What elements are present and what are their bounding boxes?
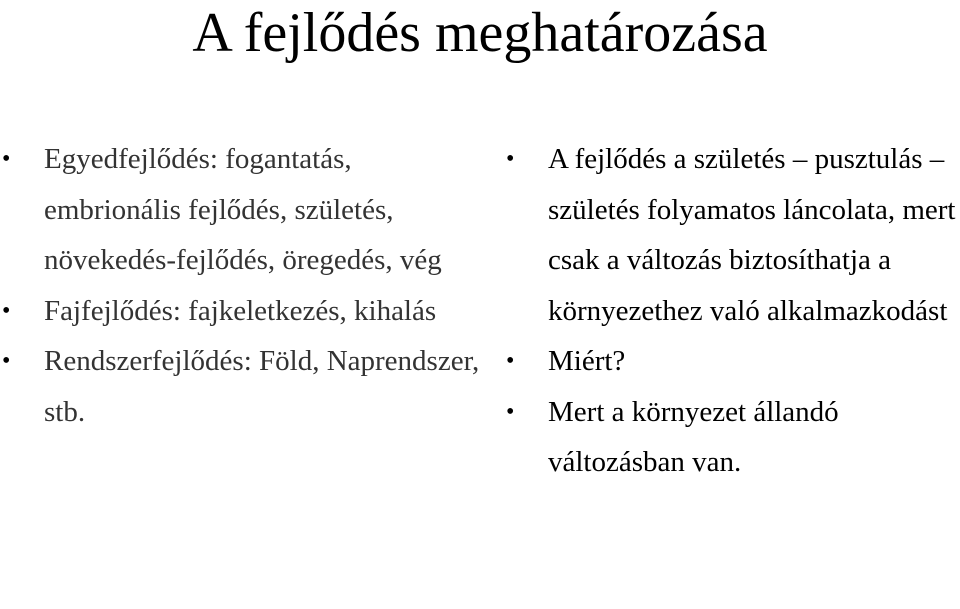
right-bullet-item [499, 387, 960, 488]
bullet-icon: • [2, 297, 11, 324]
bullet-icon: • [506, 146, 515, 172]
right-bullet-list [499, 134, 960, 488]
bullet-text: Mert a környezet állandó változásban van. [548, 395, 839, 478]
slide-title: A fejlődés meghatározása [192, 2, 768, 64]
bullet-text: Rendszerfejlődés: Föld, Naprendszer, stb. [44, 345, 480, 428]
bullet-text: Fajfejlődés: fajkeletkezés, kihalás [44, 294, 437, 327]
bullet-text: A fejlődés a születés – pusztulás – születés folyamatos láncolata, mert csak a változás biztosíthatja a környezethez való alkalmazkodást [548, 143, 956, 327]
bullet-icon: • [506, 348, 515, 374]
left-bullet-list [0, 134, 480, 437]
bullet-icon: • [2, 348, 11, 374]
bullet-text: Egyedfejlődés: fogantatás, embrionális fejlődés, születés, növekedés-fejlődés, öregedés, vég [44, 143, 442, 276]
right-bullet-item [499, 336, 960, 387]
left-bullet-item [0, 286, 480, 337]
bullet-icon: • [2, 146, 11, 172]
left-bullet-item [0, 336, 480, 437]
left-bullet-item [0, 134, 480, 286]
right-bullet-item [499, 134, 960, 336]
bullet-text: Miért? [548, 345, 626, 377]
bullet-icon: • [506, 398, 515, 425]
